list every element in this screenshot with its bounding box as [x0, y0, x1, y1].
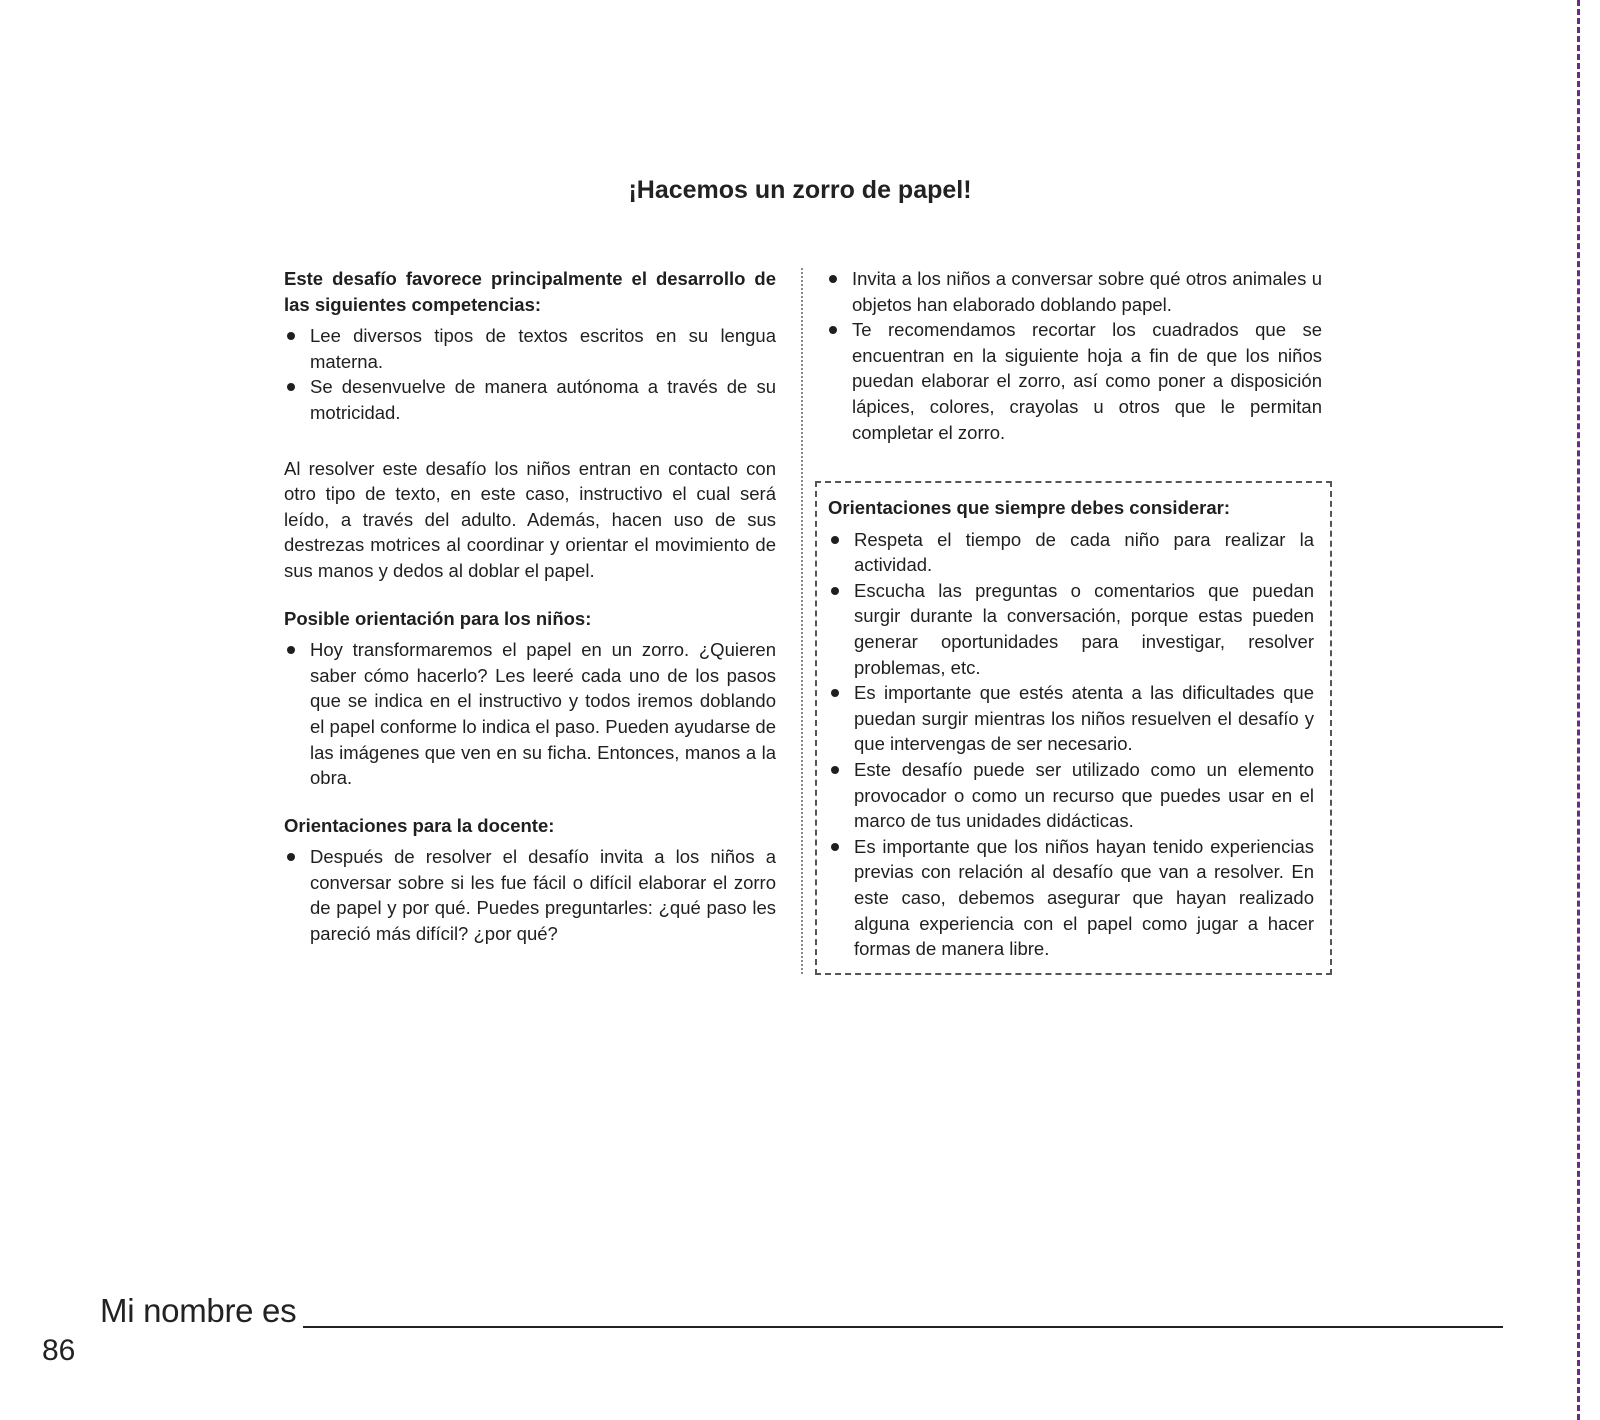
orientacion-heading: Posible orientación para los niños: — [284, 607, 592, 629]
docente-heading: Orientaciones para la docente: — [284, 814, 555, 836]
list-item: Después de resolver el desafío invita a los niños a conversar sobre si les fue fácil o difícil elaborar el zorro de papel y por qué. Puedes preguntarles: ¿qué paso les pareció más difícil? ¿por qué? — [284, 844, 776, 946]
right-list — [826, 266, 1322, 445]
list-item: Escucha las preguntas o comentarios que puedan surgir durante la conversación, porque estas pueden generar oportunidades para investigar, resolver problemas, etc. — [828, 578, 1314, 680]
page-number: 86 — [42, 1334, 76, 1367]
page-title: ¡Hacemos un zorro de papel! — [628, 176, 972, 204]
intro-paragraph: Al resolver este desafío los niños entran en contacto con otro tipo de texto, en este caso, instructivo el cual será leído, a través del adulto. Además, hacen uso de sus destrezas motrices al coordinar y orientar el movimiento de sus manos y dedos al doblar el papel. — [284, 457, 776, 581]
list-item: Es importante que los niños hayan tenido experiencias previas con relación al desafío que van a resolver. En este caso, debemos asegurar que hayan realizado alguna experiencia con el papel como jugar a hacer formas de manera libre. — [828, 834, 1314, 962]
list-item: Invita a los niños a conversar sobre qué otros animales u objetos han elaborado doblando papel. — [826, 266, 1322, 317]
docente-list — [284, 844, 776, 946]
list-item: Respeta el tiempo de cada niño para realizar la actividad. — [828, 527, 1314, 578]
list-item: Este desafío puede ser utilizado como un elemento provocador o como un recurso que puedes usar en el marco de tus unidades didácticas. — [828, 757, 1314, 834]
list-item: Te recomendamos recortar los cuadrados que se encuentran en la siguiente hoja a fin de que los niños puedan elaborar el zorro, así como poner a disposición lápices, colores, crayolas u otros que le permitan completar el zorro. — [826, 317, 1322, 445]
cut-line — [1577, 0, 1580, 1420]
box-list — [828, 527, 1314, 962]
left-column — [284, 266, 776, 947]
list-item: Es importante que estés atenta a las dificultades que puedan surgir mientras los niños resuelven el desafío y que intervengas de ser necesario. — [828, 680, 1314, 757]
competencias-heading: Este desafío favorece principalmente el desarrollo de las siguientes competencias: — [284, 268, 776, 315]
column-divider — [801, 268, 803, 974]
list-item: Lee diversos tipos de textos escritos en su lengua materna. — [284, 323, 776, 374]
list-item: Se desenvuelve de manera autónoma a través de su motricidad. — [284, 374, 776, 425]
name-write-line[interactable] — [303, 1326, 1503, 1328]
orientaciones-box — [815, 481, 1332, 975]
competencias-list — [284, 323, 776, 425]
orientacion-list — [284, 637, 776, 791]
list-item: Hoy transformaremos el papel en un zorro. ¿Quieren saber cómo hacerlo? Les leeré cada uno de los pasos que se indica en el instructivo y todos iremos doblando el papel conforme lo indica el paso. Pueden ayudarse de las imágenes que ven en su ficha. Entonces, manos a la obra. — [284, 637, 776, 791]
right-column — [826, 266, 1322, 445]
name-label: Mi nombre es — [100, 1292, 297, 1329]
box-heading: Orientaciones que siempre debes considerar: — [828, 497, 1231, 518]
